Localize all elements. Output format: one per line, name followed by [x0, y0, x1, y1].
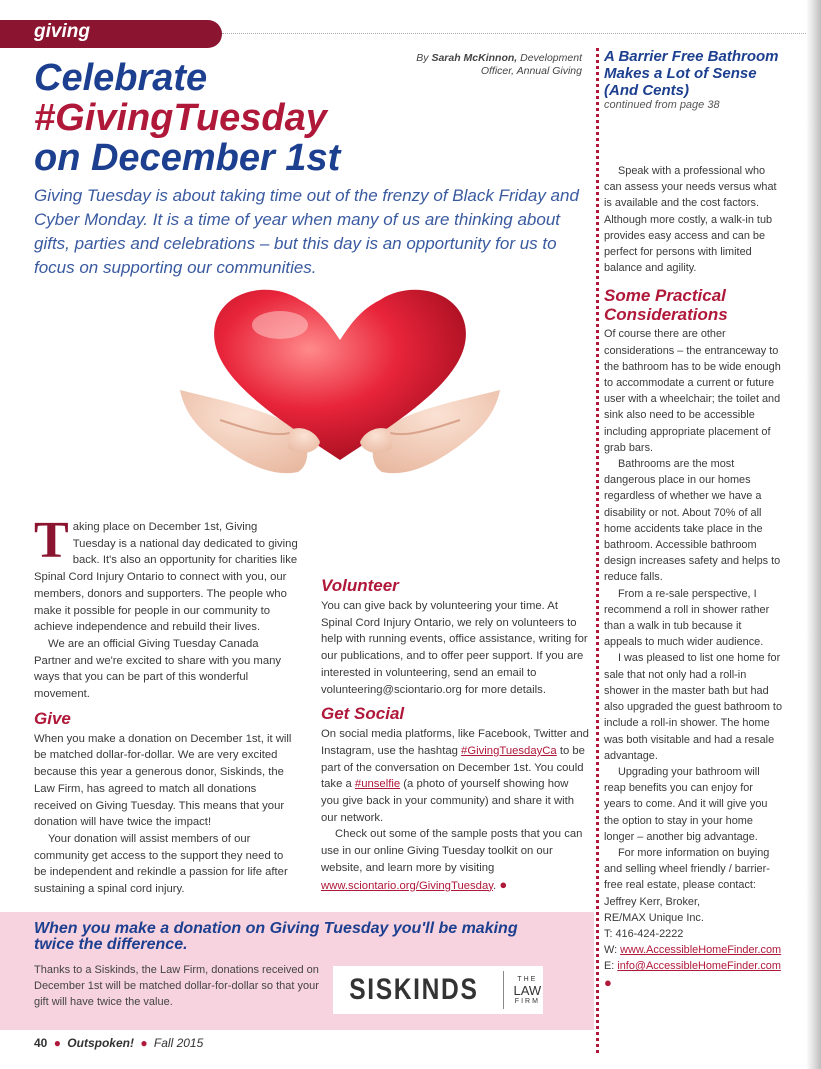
article-column-1 [34, 512, 298, 898]
byline-prefix: By [416, 52, 429, 64]
page-edge-shadow [806, 0, 821, 1069]
drop-cap: T [34, 512, 69, 569]
give-paragraph-1: When you make a donation on December 1st, it will be matched dollar-for-dollar. We are very excited because this year a generous donor, Siskinds, the Law Firm, has agreed to match all donations received on Giving Tuesday. This means that your donation will have twice the impact! [34, 732, 292, 829]
sidebar-continued-note: continued from page 38 [604, 99, 720, 111]
intro-paragraph: Giving Tuesday is about taking time out of the frenzy of Black Friday and Cyber Monday. It is a time of year when many of us are thinking about gifts, parties and celebrations – but this day is an opportunity for us to focus on supporting our communities. [34, 186, 579, 277]
hands-heart-photo [160, 280, 520, 520]
volunteer-paragraph: You can give back by volunteering your time. At Spinal Cord Injury Ontario, we rely on volunteers to help with running events, office assistance, writing for our publications, and to offer peer support. If you are interested in volunteering, send an email to volunteering@sciontario.org for more details. [321, 600, 588, 696]
article-paragraph-2: We are an official Giving Tuesday Canada Partner and we're excited to share with you many ways that you can be part of this wonderful movement. [34, 637, 282, 701]
get-social-heading: Get Social [321, 704, 405, 724]
sidebar-heading: Some Practical Considerations [604, 286, 728, 325]
publication-name: Outspoken! [67, 1036, 134, 1050]
sidebar-end-mark-icon: ● [604, 974, 612, 990]
end-mark-icon: ● [499, 876, 508, 892]
social-paragraph-1: On social media platforms, like Facebook, Twitter and Instagram, use the hashtag #GivingTuesdayCa to be part of the conversation on December 1st. You could take a #unselfie (a photo of yourself showing how you give back in your community) and share it with our network. [321, 728, 589, 824]
sidebar-paragraph-1: Speak with a professional who can assess your needs versus what is available and the cost factors. Although more costly, a walk-in tub provides easy access and can be perfect for persons with limited balance and agility. [604, 165, 777, 275]
article-paragraph-1: Taking place on December 1st, Giving Tuesday is a national day dedicated to giving back. It's also an opportunity for charities like Spinal Cord Injury Ontario to connect with you, our members, donors and supporters. The people who make it possible for people in our community to achieve independence and rebuild their lives. [34, 512, 298, 634]
banner-heading: When you make a donation on Giving Tuesday you'll be making twice the difference. [34, 920, 518, 953]
banner-text: Thanks to a Siskinds, the Law Firm, donations received on December 1st will be matched dollar-for-dollar so that your gift will have twice the value. [34, 964, 319, 1008]
page-number: 40 [34, 1036, 48, 1050]
hashtag-unselfie-link[interactable]: #unselfie [354, 778, 401, 791]
byline-role: Development Officer, Annual Giving [480, 52, 582, 77]
social-paragraph-2: Check out some of the sample posts that you can use in our online Giving Tuesday toolkit on our website, and learn more by visiting www.sciontario.org/GivingTuesday. ● [321, 828, 583, 892]
headline-line1: Celebrate [34, 57, 208, 99]
header-dotted-rule [222, 33, 818, 34]
volunteer-heading: Volunteer [321, 576, 399, 595]
headline-line2: #GivingTuesday [34, 97, 327, 139]
contact-phone: T: 416-424-2222 [604, 927, 684, 940]
sidebar-paragraph-3: Bathrooms are the most dangerous place in our homes regardless of whether we have a disability or not. About 70% of all home accidents take place in the bathroom. Accessible bathroom design increases safety and helps to reduce falls. [604, 458, 781, 584]
headline-line3: on December 1st [34, 137, 341, 179]
sidebar-paragraph-5: I was pleased to list one home for sale that not only had a roll-in shower in the master bath but had also upgraded the guest bathroom to include a roll-in shower. The home was both visitable and had a resale advantage. [604, 652, 783, 762]
sidebar-paragraph-7: For more information on buying and selling wheel friendly / barrier-free real estate, please contact: [604, 846, 770, 892]
contact-name: Jeffrey Kerr, Broker, [604, 895, 701, 908]
page-footer [34, 1036, 203, 1050]
sidebar-paragraph-4: From a re-sale perspective, I recommend a roll in shower rather than a walk in tub because it appeals to much wider audience. [604, 587, 770, 649]
contact-email-link[interactable]: info@AccessibleHomeFinder.com [617, 960, 781, 973]
logo-subtitle: THE LAW FIRM [513, 975, 542, 1005]
logo-divider [503, 971, 504, 1009]
footer-bullet-icon: ● [53, 1036, 61, 1050]
giving-tuesday-url-link[interactable]: www.sciontario.org/GivingTuesday [321, 879, 494, 892]
give-paragraph-2: Your donation will assist members of our community get access to the support they need to be independent and rekindle a passion for life after sustaining a spinal cord injury. [34, 832, 288, 896]
byline-author: Sarah McKinnon, [431, 52, 518, 64]
sidebar-paragraph-2: Of course there are other considerations – the entranceway to the bathroom has to be wide enough to accommodate a current or future user with a wheelchair; the toilet and sink also need to be accessible including appropriate placement of grab bars. [604, 328, 781, 454]
logo-name: SISKINDS [348, 973, 479, 1006]
give-heading: Give [34, 708, 71, 728]
contact-web-link[interactable]: www.AccessibleHomeFinder.com [620, 944, 782, 957]
hashtag-givingtuesdayca-link[interactable]: #GivingTuesdayCa [461, 744, 557, 757]
sidebar-dotted-rule [596, 48, 599, 1053]
sidebar-paragraph-6: Upgrading your bathroom will reap benefits you can enjoy for years to come. And it will give you the option to stay in your home longer – another big advantage. [604, 765, 768, 843]
siskinds-logo [333, 966, 543, 1014]
sidebar-body [604, 163, 782, 991]
issue-label: Fall 2015 [153, 1036, 204, 1050]
contact-web: W: www.AccessibleHomeFinder.com [604, 944, 782, 957]
sidebar [604, 48, 782, 991]
footer-bullet-icon: ● [140, 1036, 148, 1050]
section-tab [0, 20, 222, 48]
contact-email: E: info@AccessibleHomeFinder.com [604, 960, 781, 973]
contact-company: RE/MAX Unique Inc. [604, 911, 704, 924]
article-column-2 [321, 524, 589, 894]
section-tab-label: giving [34, 21, 90, 42]
headline [34, 58, 454, 178]
sidebar-title: A Barrier Free Bathroom Makes a Lot of Sense (And Cents) [604, 48, 779, 99]
